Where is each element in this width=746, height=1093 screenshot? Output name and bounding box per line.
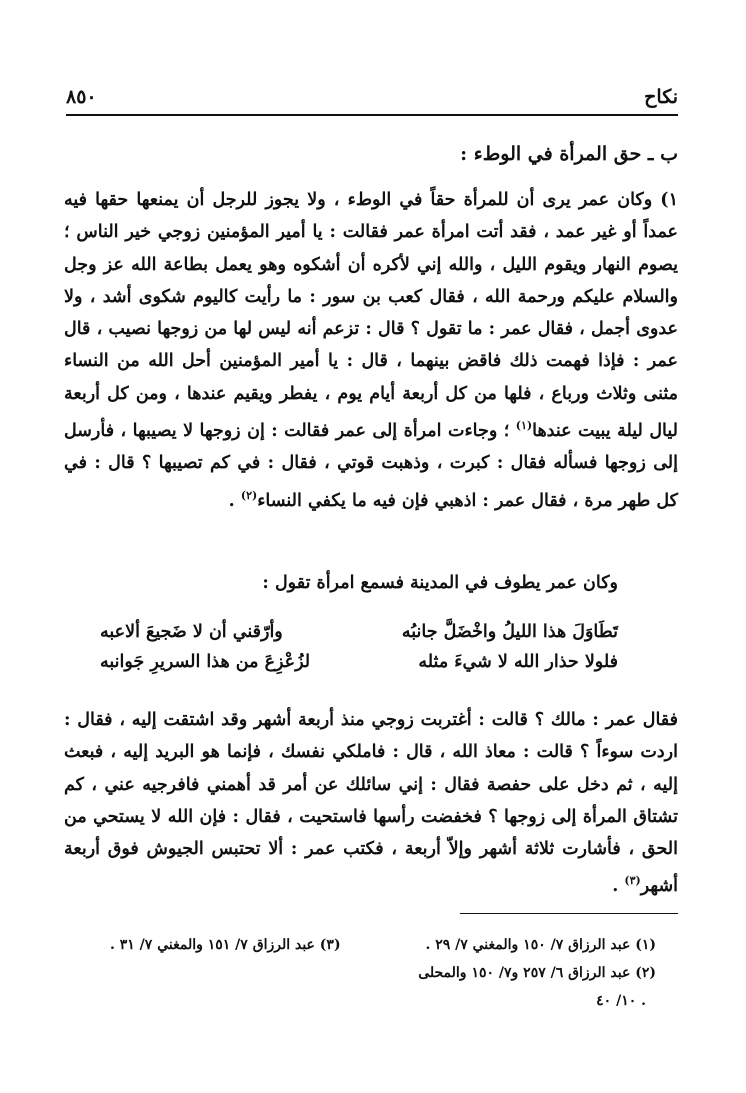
header-title: نكاح bbox=[644, 86, 678, 108]
header-divider bbox=[66, 114, 678, 116]
section-title: ب ـ حق المرأة في الوطء : bbox=[460, 143, 678, 165]
paragraph-2-text-a: فقال عمر : مالك ؟ قالت : أغتربت زوجي منذ أربعة أشهر وقد اشتقت إليه ، فقال : اردت سوءاً ؟ قالت : معاذ الله ، قال : فاملكي نفسك ، فإنما هو البريد إليه ، فبعث إليه ، ثم دخل على حفصة فقال : إني سائلك عن أمر قد أهمني فافرجيه عني ، كم تشتاق المرأة إلى زوجها ؟ فخفضت رأسها فاستحيت ، فقال : فإن الله لا يستحي من الحق ، فأشارت ثلاثة أشهر وإلاّ أربعة ، فكتب عمر : ألا تحتبس الجيوش فوق أربعة أشهر bbox=[64, 710, 678, 897]
footnote-ref-1: (١) bbox=[515, 419, 533, 433]
footnote-divider bbox=[460, 913, 678, 914]
verse-hemistich: تَطَاوَلَ هذا الليلُ واخْضَلَّ جانبُه bbox=[401, 622, 618, 642]
paragraph-1-text-b: ؛ وجاءت امرأة إلى عمر فقالت : إن زوجها لا يصيبها ، فأرسل إلى زوجها فسأله فقال : كبرت ، وذهبت قوتي ، فقال : في كم تصيبها ؟ قال : في كل طهر مرة ، فقال عمر : اذهبي فإن فيه ما يكفي النساء bbox=[64, 420, 678, 511]
paragraph-1-text-a: ١) وكان عمر يرى أن للمرأة حقاً في الوطء ، ولا يجوز للرجل أن يمنعها حقها فيه عمداً أو غير عمد ، فقد أتت امرأة عمر فقالت : يا أمير المؤمنين زوجي خير الناس ؛ يصوم النهار ويقوم الليل ، والله إني لأكره أن أشكوه وهو يعمل بطاعة الله عز وجل والسلام عليكم ورحمة الله ، فقال كعب بن سور : ما رأيت كاليوم شكوى أشد ، ولا عدوى أجمل ، فقال عمر : ما تقول ؟ قال : تزعم أنه ليس لها من زوجها نصيب ، قال عمر : فإذا فهمت ذلك فاقض بينهما ، قال : يا أمير المؤمنين أحل الله من النساء مثنى وثلاث ورباع ، فلها من كل أربعة أيام يوم ، يفطر ويقيم عندها ، ومن كل أربعة ليال ليلة يبيت عندها bbox=[64, 190, 679, 441]
footnote-2-continuation: ١٠/ ٤٠ . bbox=[596, 993, 646, 1009]
running-header bbox=[66, 86, 678, 116]
paragraph-1 bbox=[64, 184, 678, 517]
verse-line bbox=[100, 652, 618, 684]
verse-hemistich: فلولا حذار الله لا شيءَ مثله bbox=[418, 652, 618, 672]
paragraph-2-text-b: . bbox=[612, 876, 625, 897]
footnote-ref-3: (٣) bbox=[624, 874, 641, 888]
footnote-2: (٢) عبد الرزاق ٦/ ٢٥٧ و٧/ ١٥٠ والمحلى bbox=[418, 965, 656, 981]
verse-line bbox=[100, 622, 618, 654]
verse-hemistich: لزُعْزِعَ من هذا السريرِ جَوانبه bbox=[100, 652, 311, 672]
verse-intro: وكان عمر يطوف في المدينة فسمع امرأة تقول : bbox=[262, 573, 618, 593]
page-number: ٨٥٠ bbox=[66, 86, 97, 108]
footnote-3: (٣) عبد الرزاق ٧/ ١٥١ والمغني ٧/ ٣١ . bbox=[110, 937, 341, 953]
footnote-1: (١) عبد الرزاق ٧/ ١٥٠ والمغني ٧/ ٢٩ . bbox=[425, 937, 656, 953]
footnote-ref-2: (٢) bbox=[240, 488, 258, 502]
paragraph-1-text-c: . bbox=[228, 490, 241, 511]
verse-hemistich: وأرّقني أن لا ضَجيعَ ألاعبه bbox=[100, 622, 283, 642]
paragraph-2 bbox=[64, 704, 678, 903]
